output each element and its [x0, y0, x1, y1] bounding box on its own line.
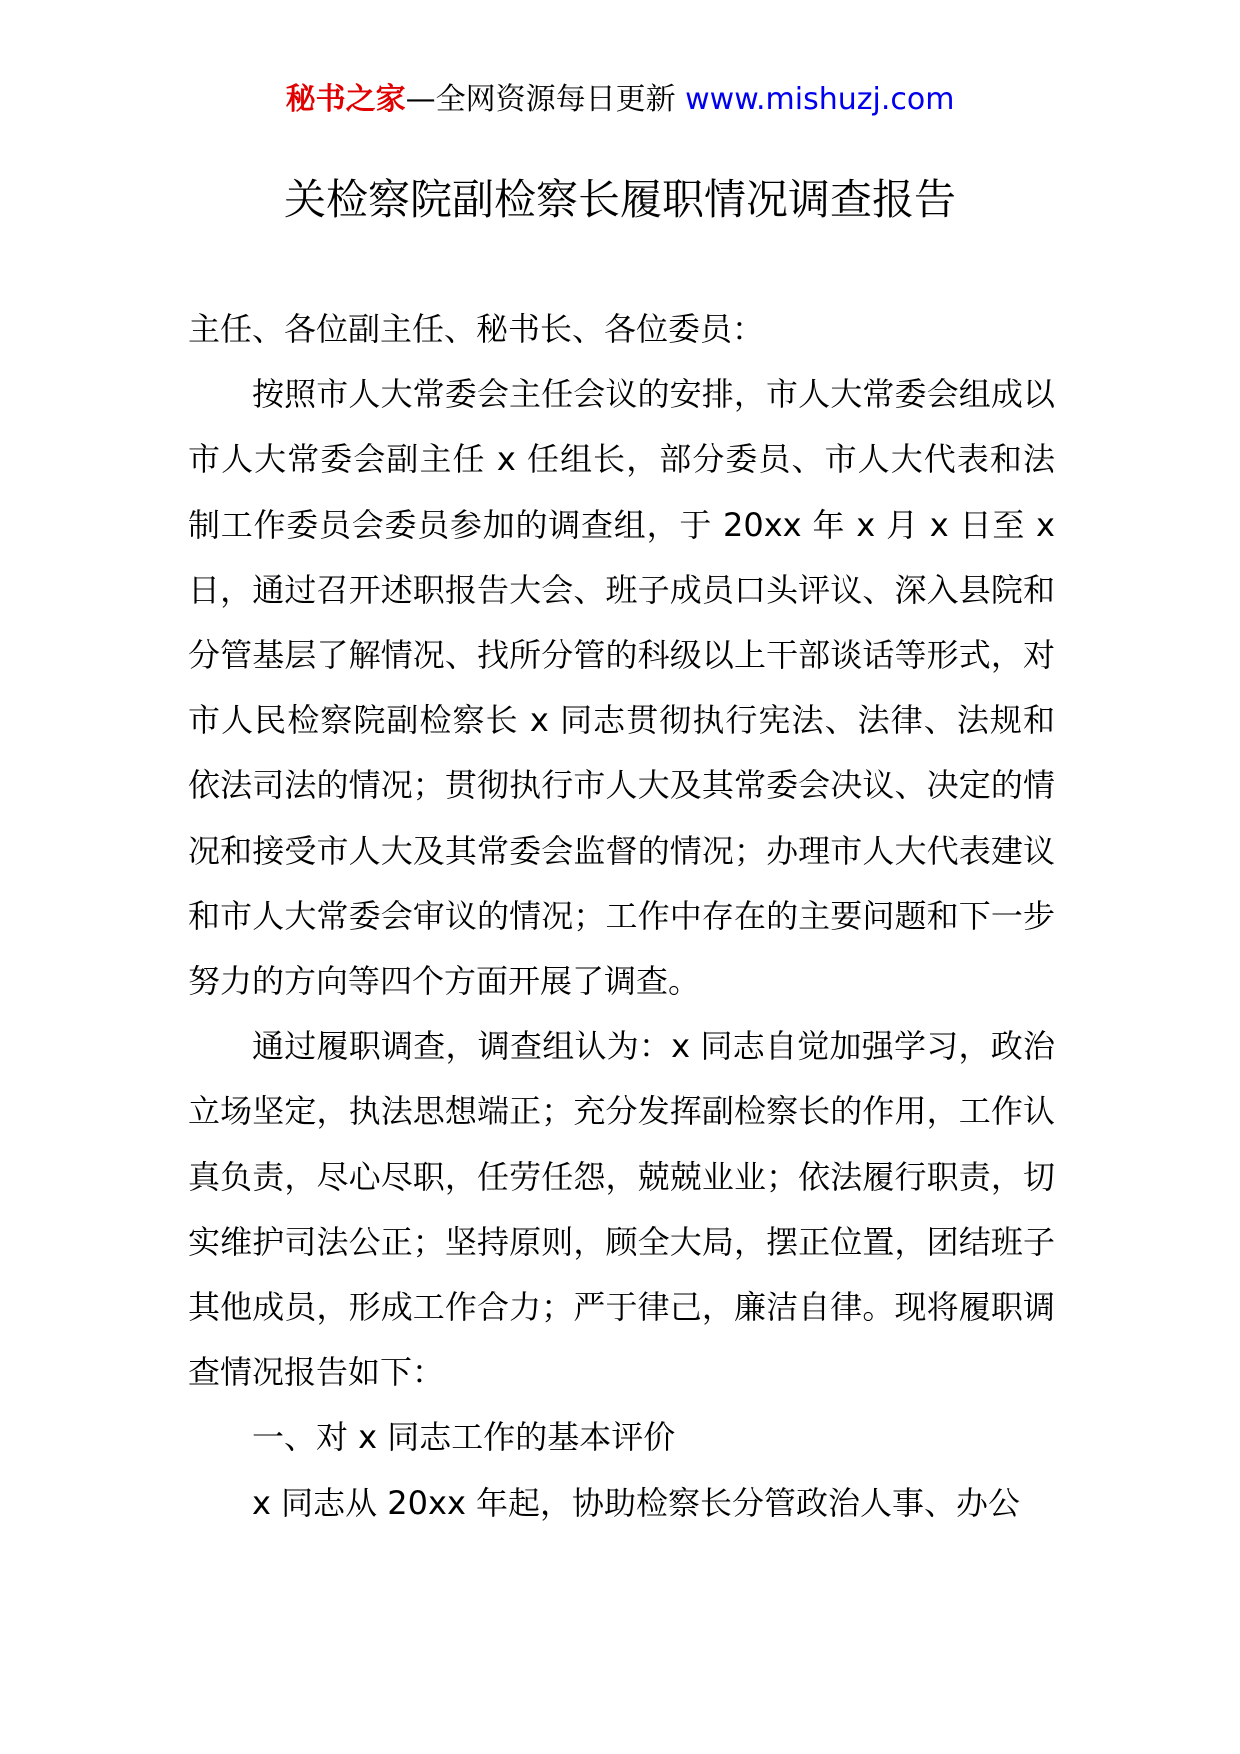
document-title: 关检察院副检察长履职情况调查报告 [283, 175, 956, 224]
section-heading: 一、对 x 同志工作的基本评价 [252, 1418, 676, 1457]
site-url-link[interactable]: www.mishuzj.com [685, 82, 955, 117]
paragraph-intro: 按照市人大常委会主任会议的安排，市人大常委会组成以市人大常委会副主任 x 任组长，部分委员、市人大代表和法制工作委员会委员参加的调查组，于 20xx 年 x 月 x 日至 x 日，通过召开述职报告大会、班子成员口头评议、深入县院和分管基层了解情况、找所分管的科级以上干部谈话等形式，对市人民检察院副检察长 x 同志贯彻执行宪法、法律、法规和依法司法的情况；贯彻执行市人大及其常委会决议、决定的情况和接受市人大及其常委会监督的情况；办理市人大代表建议和市人大常委会审议的情况；工作中存在的主要问题和下一步努力的方向等四个方面开展了调查。 [188, 375, 1055, 1001]
salutation: 主任、各位副主任、秘书长、各位委员： [188, 310, 765, 348]
header-tagline: —全网资源每日更新 [405, 82, 676, 117]
paragraph-assessment: 通过履职调查，调查组认为：x 同志自觉加强学习，政治立场坚定，执法思想端正；充分发挥副检察长的作用，工作认真负责，尽心尽职，任劳任怨，兢兢业业；依法履行职责，切实维护司法公正；坚持原则，顾全大局，摆正位置，团结班子其他成员，形成工作合力；严于律己，廉洁自律。现将履职调查情况报告如下： [188, 1027, 1055, 1392]
brand-name: 秘书之家 [285, 82, 406, 117]
document-body [188, 297, 1055, 1536]
paragraph-section-one: x 同志从 20xx 年起，协助检察长分管政治人事、办公 [252, 1483, 1021, 1522]
site-header [0, 78, 1240, 122]
